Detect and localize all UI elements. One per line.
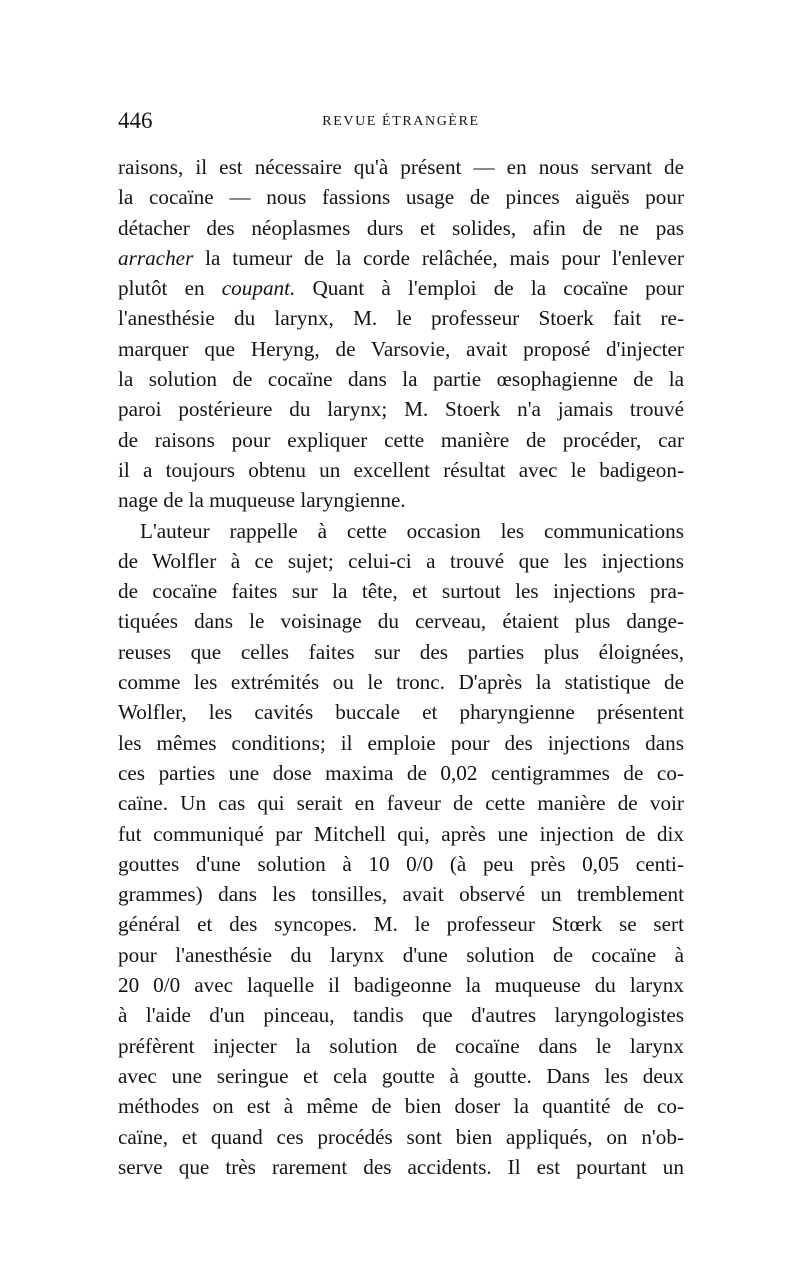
text-line: caïne, et quand ces procédés sont bien appliqués, on n'ob- [118, 1124, 684, 1149]
text-line: reuses que celles faites sur des parties plus éloignées, [118, 639, 684, 664]
text-line: fut communiqué par Mitchell qui, après une injection de dix [118, 821, 684, 846]
text-line: méthodes on est à même de bien doser la quantité de co- [118, 1094, 684, 1119]
text-line: général et des syncopes. M. le professeur Stœrk se sert [118, 912, 684, 937]
text-line: l'anesthésie du larynx, M. le professeur Stoerk fait re- [118, 306, 684, 331]
text-line: de Wolfler à ce sujet; celui-ci a trouvé que les injections [118, 548, 684, 573]
text-line: il a toujours obtenu un excellent résultat avec le badigeon- [118, 457, 684, 482]
italic-word: coupant. [221, 276, 296, 301]
line-rest: la tumeur de la corde relâchée, mais pour l'enlever [193, 245, 684, 270]
body-text [118, 152, 684, 1182]
italic-word: arracher [118, 245, 194, 270]
text-line: 20 0/0 avec laquelle il badigeonne la muqueuse du larynx [118, 973, 684, 998]
text-line: raisons, il est nécessaire qu'à présent — en nous servant de [118, 155, 684, 179]
text-line: la solution de cocaïne dans la partie œsophagienne de la [118, 367, 684, 392]
text-line: de raisons pour expliquer cette manière de procéder, car [118, 427, 684, 452]
text-line: comme les extrémités ou le tronc. D'après la statistique de [118, 670, 684, 695]
paragraph-1 [118, 152, 684, 516]
text-line: les mêmes conditions; il emploie pour des injections dans [118, 730, 684, 755]
text-line: marquer que Heryng, de Varsovie, avait proposé d'injecter [118, 336, 684, 361]
page-number: 446 [118, 108, 153, 133]
line-start: plutôt en [118, 276, 222, 301]
text-line [118, 243, 684, 273]
text-line: pour l'anesthésie du larynx d'une solution de cocaïne à [118, 942, 684, 967]
text-line: ces parties une dose maxima de 0,02 centigrammes de co- [118, 760, 684, 785]
text-line: avec une seringue et cela goutte à goutte. Dans les deux [118, 1063, 684, 1088]
text-line: grammes) dans les tonsilles, avait observé un tremblement [118, 882, 684, 907]
text-line: serve que très rarement des accidents. Il est pourtant un [118, 1154, 684, 1179]
book-page [118, 108, 684, 1182]
text-line: L'auteur rappelle à cette occasion les communications [140, 518, 684, 543]
text-line: la cocaïne — nous fassions usage de pinces aiguës pour [118, 185, 684, 210]
text-line: de cocaïne faites sur la tête, et surtout les injections pra- [118, 579, 684, 604]
text-line: à l'aide d'un pinceau, tandis que d'autres laryngologistes [118, 1003, 684, 1028]
text-line: gouttes d'une solution à 10 0/0 (à peu près 0,05 centi- [118, 851, 684, 876]
text-line: tiquées dans le voisinage du cerveau, étaient plus dange- [118, 609, 684, 634]
text-line [118, 273, 684, 303]
text-line: Wolfler, les cavités buccale et pharyngienne présentent [118, 700, 684, 725]
paragraph-2 [118, 516, 684, 1183]
page-header [118, 108, 684, 136]
running-title: REVUE ÉTRANGÈRE [322, 114, 480, 129]
text-line: nage de la muqueuse laryngienne. [118, 488, 406, 513]
text-line: préfèrent injecter la solution de cocaïne dans le larynx [118, 1033, 684, 1058]
line-rest: Quant à l'emploi de la cocaïne pour [295, 276, 684, 301]
text-line: caïne. Un cas qui serait en faveur de cette manière de voir [118, 791, 684, 816]
text-line: détacher des néoplasmes durs et solides, afin de ne pas [118, 215, 684, 240]
text-line: paroi postérieure du larynx; M. Stoerk n'a jamais trouvé [118, 397, 684, 422]
